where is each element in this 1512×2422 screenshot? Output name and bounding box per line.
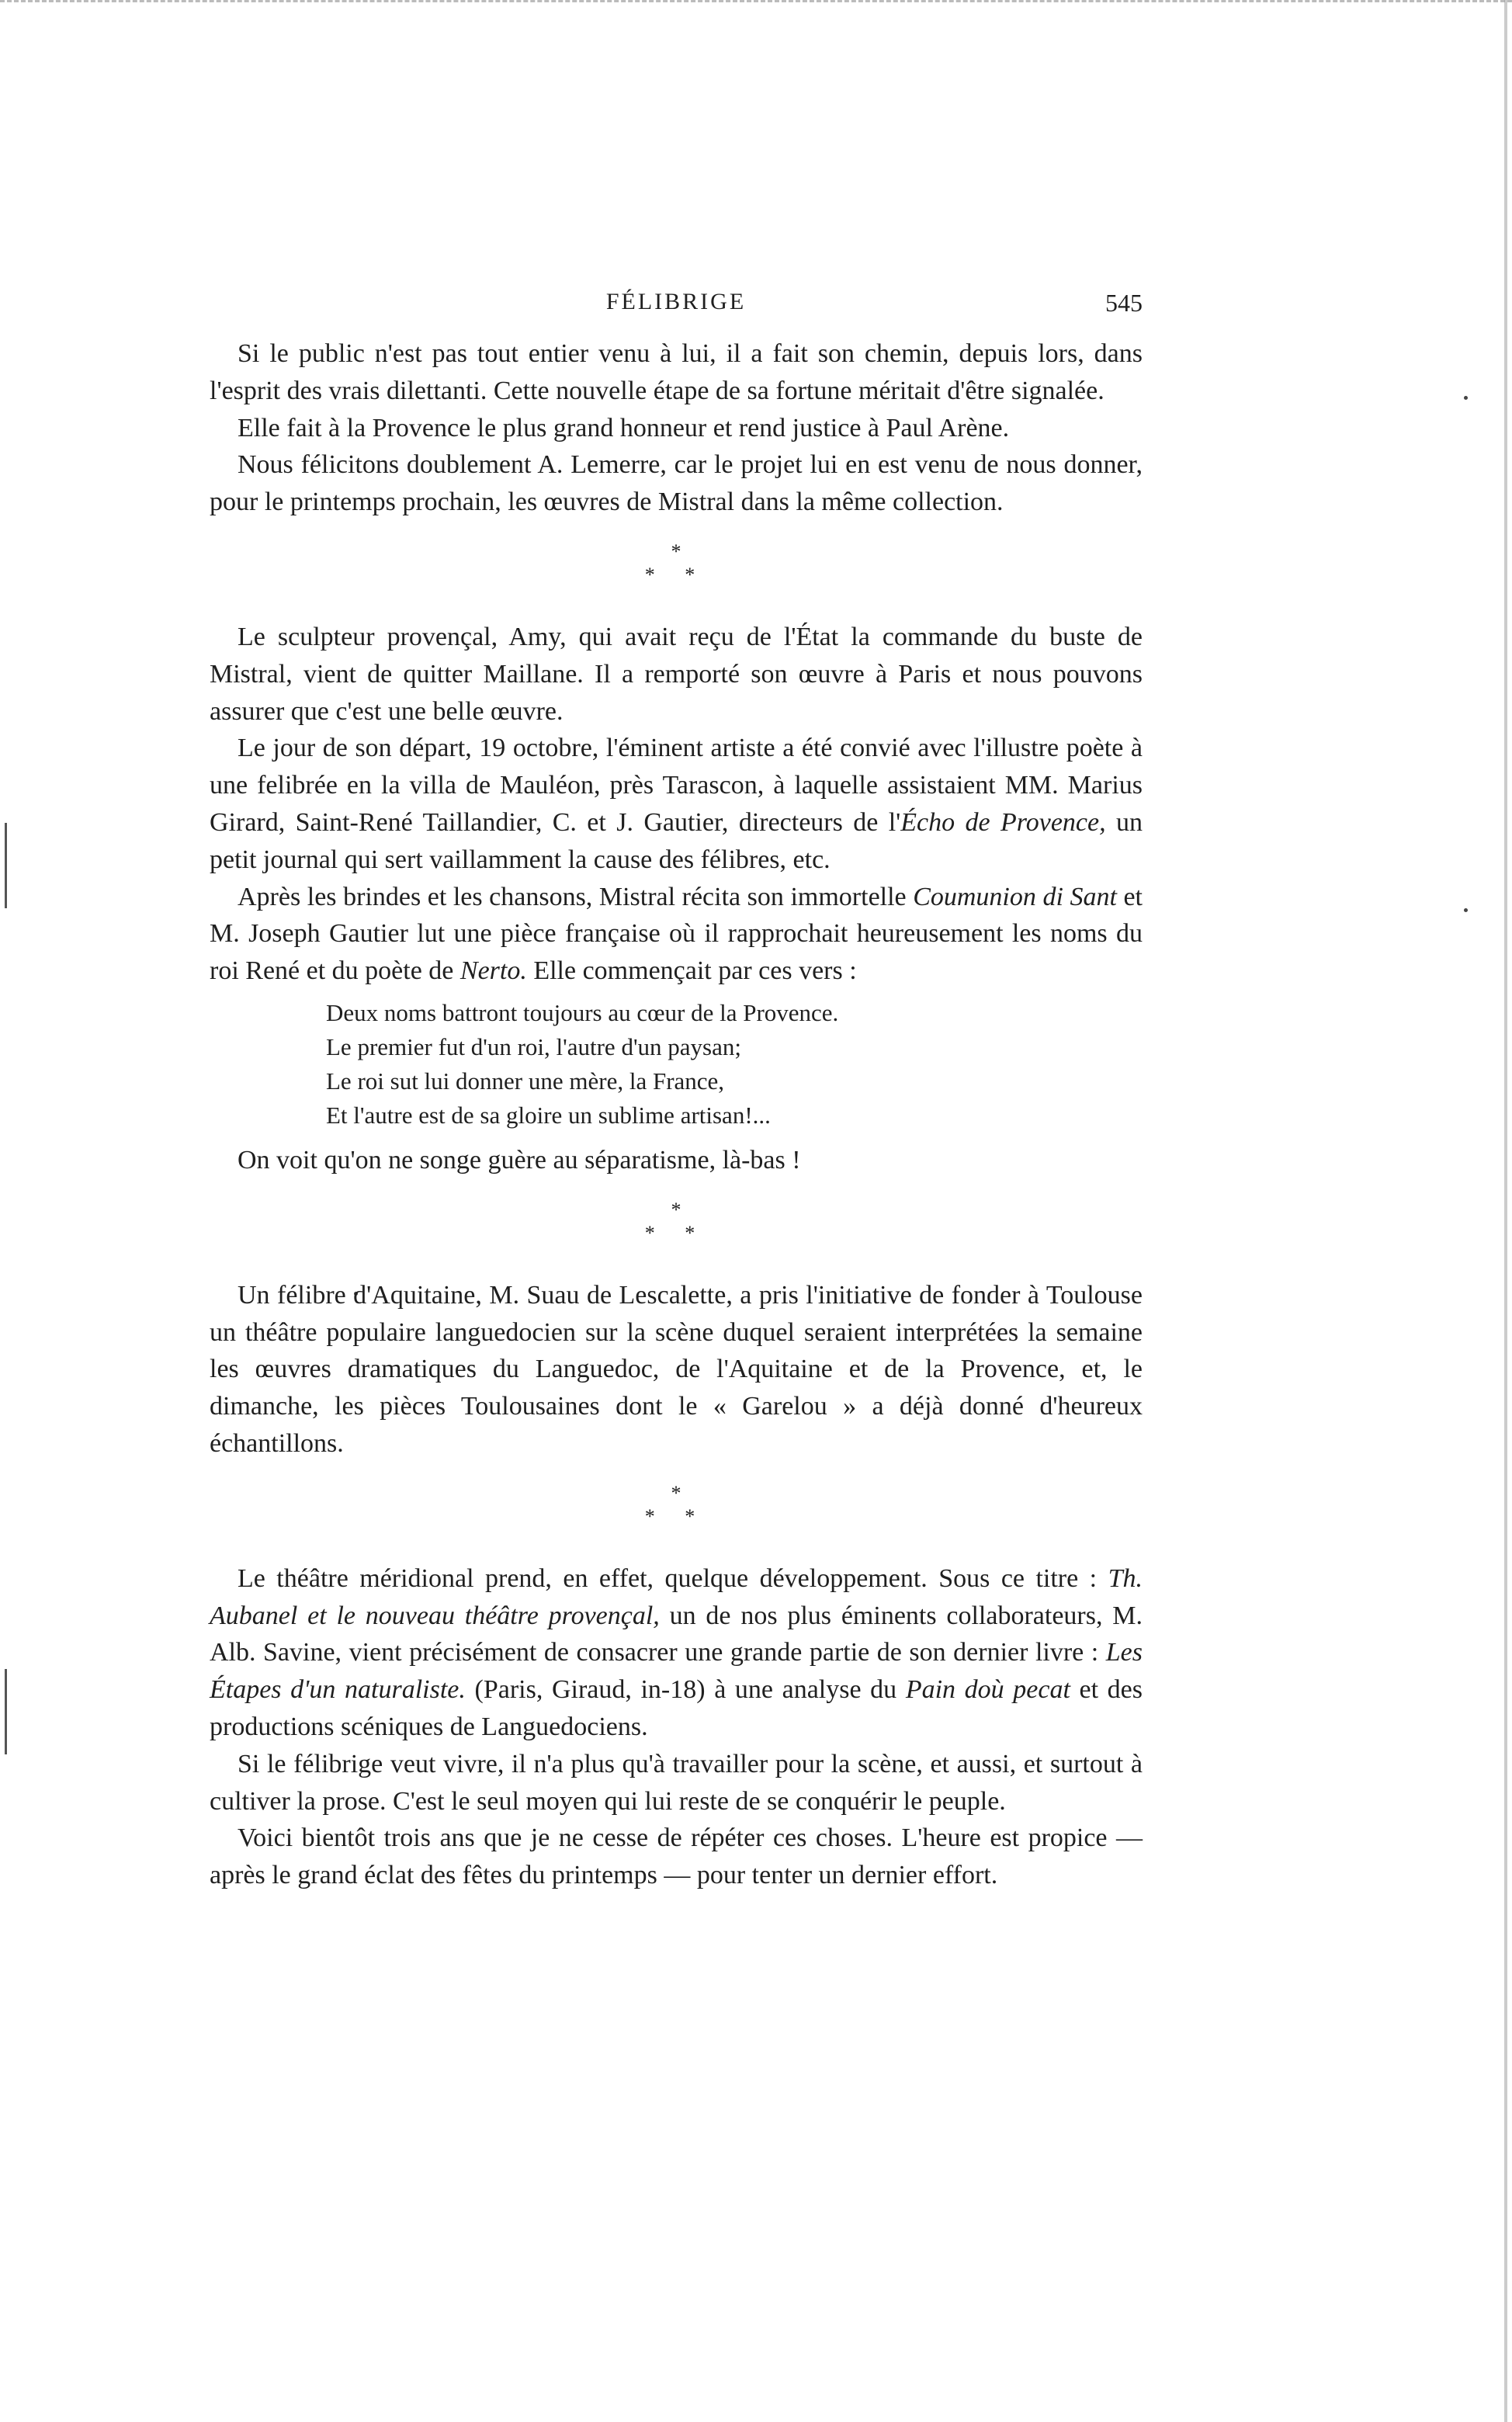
page-number: 545	[1105, 289, 1143, 317]
journal-title: Écho de Provence,	[900, 807, 1106, 837]
paragraph: Elle fait à la Provence le plus grand honneur et rend justice à Paul Arène.	[238, 413, 1010, 442]
paragraph: Un félibre d'Aquitaine, M. Suau de Lescalette, a pris l'initiative de fonder à Toulouse un théâtre populaire languedocien sur la scène duquel seraient interprétées la semaine les œuvres dramatiques du Languedoc, de l'Aquitaine et de la Provence, et, le dimanche, les pièces Toulousaines dont le « Garelou » a déjà donné d'heureux échantillons.	[210, 1280, 1143, 1458]
scan-speck	[1464, 908, 1468, 912]
section-separator	[210, 521, 1143, 619]
scan-mark-left	[5, 1669, 7, 1754]
paragraph	[210, 1560, 1143, 1746]
asterism-bottom: * *	[644, 1504, 708, 1528]
section-separator	[210, 1463, 1143, 1560]
body-text	[210, 335, 1143, 1894]
poem-line: Deux noms battront toujours au cœur de la Provence.	[326, 998, 839, 1026]
paragraph	[210, 879, 1143, 990]
text-run: et des productions scéniques de Languedociens.	[210, 1675, 1143, 1741]
poem-line: Le roi sut lui donner une mère, la France,	[326, 1067, 725, 1095]
text-run: et M. Joseph Gautier lut une pièce française où il rapprochait heureusement les noms du roi René et du poète de	[210, 882, 1143, 986]
text-run: Le théâtre méridional prend, en effet, quelque développement. Sous ce titre :	[238, 1563, 1108, 1593]
work-title: Pain doù pecat	[905, 1675, 1070, 1705]
paragraph: Si le public n'est pas tout entier venu à lui, il a fait son chemin, depuis lors, dans l'esprit des vrais dilettanti. Cette nouvelle étape de sa fortune méritait d'être signalée.	[210, 339, 1143, 405]
paragraph: Si le félibrige veut vivre, il n'a plus qu'à travailler pour la scène, et aussi, et surtout à cultiver la prose. C'est le seul moyen qui lui reste de se conquérir le peuple.	[210, 1749, 1143, 1816]
running-head: FÉLIBRIGE	[605, 289, 747, 314]
text-run: Elle commençait par ces vers :	[526, 956, 857, 986]
text-run: Après les brindes et les chansons, Mistral récita son immortelle	[238, 882, 914, 911]
book-title: Th. Aubanel et le nouveau théâtre provençal,	[210, 1563, 1143, 1630]
text-run: un de nos plus éminents collaborateurs, M. Alb. Savine, vient précisément de consacrer une grande partie de son dernier livre :	[210, 1601, 1143, 1667]
section-separator	[210, 1179, 1143, 1277]
asterism-top: *	[671, 540, 681, 563]
scan-edge-right	[1504, 0, 1507, 2422]
paragraph	[210, 730, 1143, 878]
paragraph: Voici bientôt trois ans que je ne cesse de répéter ces choses. L'heure est propice — après le grand éclat des fêtes du printemps — pour tenter un dernier effort.	[210, 1823, 1143, 1890]
page-header	[210, 289, 1143, 323]
asterism-bottom: * *	[644, 1221, 708, 1244]
text-run: un petit journal qui sert vaillamment la cause des félibres, etc.	[210, 807, 1143, 874]
paragraph: Nous félicitons doublement A. Lemerre, car le projet lui en est venu de nous donner, pour le printemps prochain, les œuvres de Mistral dans la même collection.	[210, 450, 1143, 517]
work-title: Nerto.	[459, 956, 527, 986]
paragraph: Le sculpteur provençal, Amy, qui avait reçu de l'État la commande du buste de Mistral, vient de quitter Maillane. Il a remporté son œuvre à Paris et nous pouvons assurer que c'est une belle œuvre.	[210, 622, 1143, 726]
text-run: Le jour de son départ, 19 octobre, l'éminent artiste a été convié avec l'illustre poète à une felibrée en la villa de Mauléon, près Tarascon, à laquelle assistaient MM. Marius Girard, Saint-René Taillandier, C. et J. Gautier, directeurs de l'	[210, 734, 1143, 837]
asterism-top: *	[671, 1198, 681, 1221]
asterism-bottom: * *	[644, 563, 708, 586]
work-title: Coumunion di Sant	[913, 882, 1117, 911]
poem-line: Et l'autre est de sa gloire un sublime artisan!...	[326, 1101, 771, 1129]
asterism-top: *	[671, 1481, 681, 1504]
scan-edge-top	[0, 0, 1512, 8]
text-run: (Paris, Giraud, in-18) à une analyse du	[465, 1675, 906, 1705]
scan-mark-left	[5, 823, 7, 908]
poem-line: Le premier fut d'un roi, l'autre d'un paysan;	[326, 1032, 741, 1060]
poem-quotation	[326, 996, 1143, 1133]
book-title: Les Étapes d'un naturaliste.	[210, 1638, 1143, 1705]
scan-speck	[1464, 396, 1468, 400]
paragraph: On voit qu'on ne songe guère au séparatisme, là-bas !	[238, 1145, 801, 1175]
